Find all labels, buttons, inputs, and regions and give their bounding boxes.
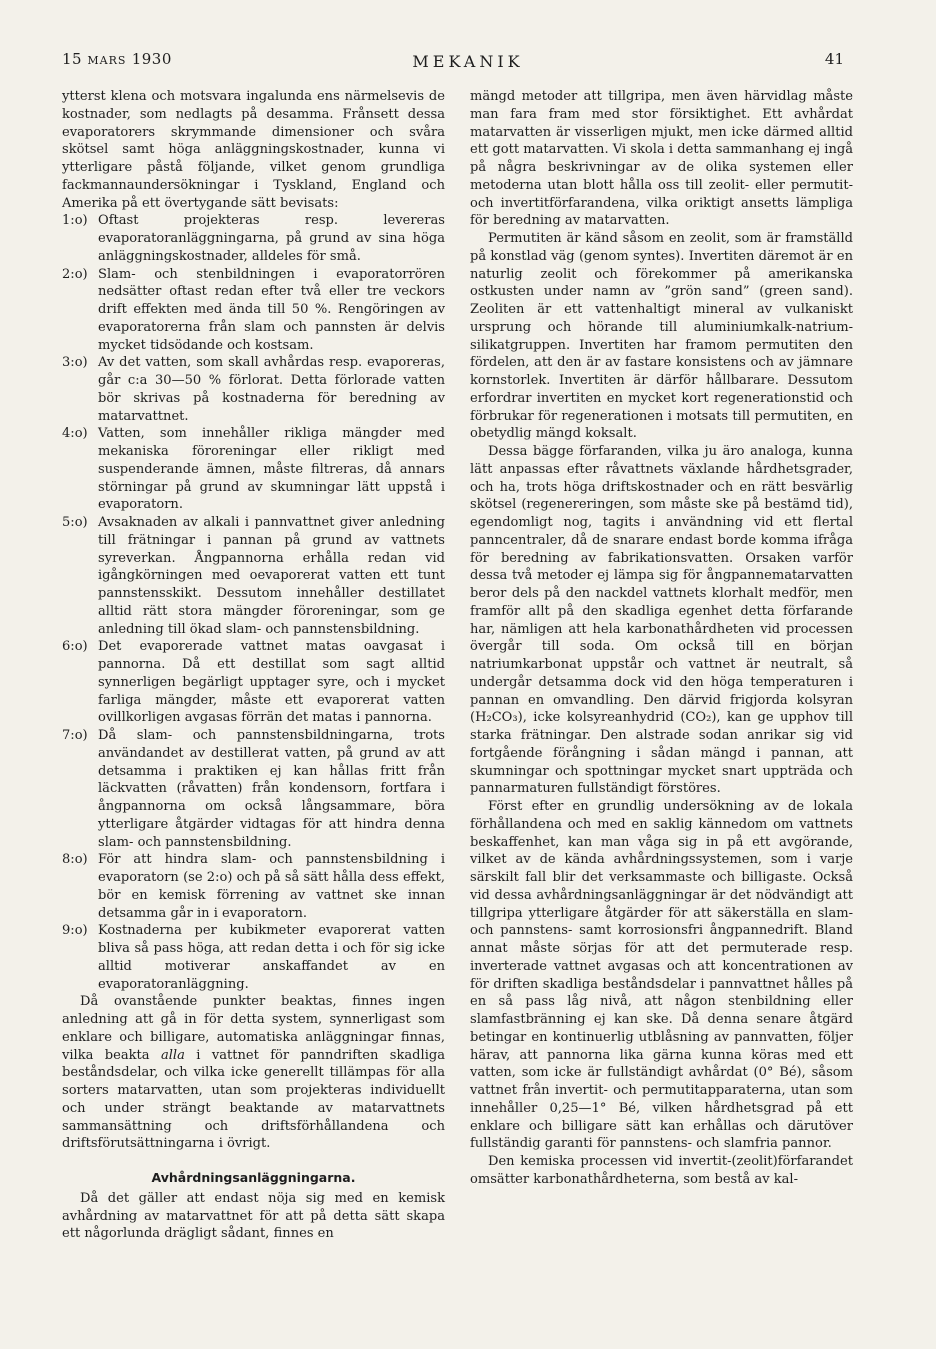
page-header — [0, 50, 936, 76]
list-number: 1:o) — [62, 213, 88, 229]
issue-year: 1930 — [131, 50, 172, 68]
issue-day: 15 — [62, 50, 83, 68]
chemical-process-paragraph: Den kemiska processen vid invertit-(zeolit)förfarandet omsätter karbonathårdheterna, som bestå av kal- — [470, 1154, 853, 1187]
list-item — [62, 354, 445, 425]
page-number: 41 — [824, 50, 844, 68]
list-number: 3:o) — [62, 355, 88, 371]
list-item — [62, 425, 445, 514]
list-number: 5:o) — [62, 515, 88, 530]
list-text: Det evaporerade vattnet matas oavgasat i pannorna. Då ett destillat som sagt alltid synnerligen begärligt upptager syre, och i mycket farliga mängder, måste ett evaporerat vatten ovillkorligen avgasas förrän det matas i pannorna. — [98, 639, 445, 726]
intro-paragraph: ytterst klena och motsvara ingalunda ens närmelsevis de kostnader, som nedlagts på desamma. Frånsett dessa evaporatorers skrymmande dimensioner och svåra skötsel samt höga anläggningskostnader, kunna vi ytterligare påstå följande, vilket genom grundliga fackmannaundersökningar i Tyskland, England och Amerika på ett övertygande sätt bevisats: — [62, 89, 445, 211]
methods-paragraph: Dessa bägge förfaranden, vilka ju äro analoga, kunna lätt anpassas efter råvattnets växlande hårdhetsgrader, och ha, trots höga driftskostnader och en rätt besvärlig skötsel (regenereringen, som måste ske på bestämd tid), egendomligt nog, tagits i användning vid ett flertal panncentraler, då de snarare endast borde komma ifråga för beredning av fabrikationsvatten. Orsaken varför dessa två metoder ej lämpa sig för ångpannematarvatten beror dels på den nackdel vattnets klorhalt medför, men framför allt på den skadliga egenhet detta förfarande har, nämligen att hela karbonathårdheten vid processen övergår till soda. Om också till en början natriumkarbonat uppstår och vattnet är neutralt, så undergår detsamma dock vid den höga temperaturen i pannan en omvandling. Den därvid frigjorda kolsyran (H₂CO₃), icke kolsyreanhydrid (CO₂), kan ge upphov till starka frätningar. Den alstrade sodan anrikar sig vid fortgående förångning i sådan mängd i pannan, att skumningar och spottningar mycket snart uppträda och pannarmaturen fullständigt förstöres. — [470, 444, 853, 797]
section-heading: Avhårdningsanläggningarna. — [151, 1170, 356, 1185]
list-item — [62, 266, 445, 355]
permutit-paragraph: Permutiten är känd såsom en zeolit, som är framställd på konstlad väg (genom syntes). Invertiten däremot är en naturlig zeolit och förekommer på amerikanska ostkusten under namn av ”grön sand” (green sand). Zeoliten är ett vattenhaltigt mineral av vulkaniskt ursprung och hörande till aluminiumkalk-natrium-silikatgruppen. Invertiten har framom permutiten den fördelen, att den är av fastare konsistens och av jämnare kornstorlek. Invertiten är därför hållbarare. Dessutom erfordrar invertiten en mycket kort regenerationstid och förbrukar för regenerationen i motsats till permutiten, en obetydlig mängd koksalt. — [470, 231, 853, 442]
list-number: 4:o) — [62, 426, 88, 442]
list-text: Av det vatten, som skall avhårdas resp. evaporeras, går c:a 30—50 % förlorat. Detta förlorade vatten bör skrivas på kostnaderna för beredning av matarvattnet. — [98, 355, 445, 424]
issue-month: MARS — [87, 54, 127, 67]
list-item — [62, 638, 445, 727]
list-text: Kostnaderna per kubikmeter evaporerat vatten bliva så pass höga, att redan detta i och för sig icke alltid motiverar anskaffandet av en evaporatoranläggning. — [98, 923, 445, 992]
list-text: För att hindra slam- och pannstensbildning i evaporatorn (se 2:o) och på så sätt hålla dess effekt, bör en kemisk förrening av vattnet ske innan detsamma går in i evaporatorn. — [98, 852, 445, 921]
list-item — [62, 922, 445, 993]
left-column — [62, 88, 445, 1243]
conclusion-text-a: Då ovanstående punkter beaktas, finnes ingen anledning att gå in för detta system, synnerligast som enklare och billigare, automatiska anläggningar finnas, vilka beakta — [62, 994, 445, 1063]
conclusion-text-b: i vattnet för panndriften skadliga beståndsdelar, och vilka icke generellt tillämpas för alla sorters matarvatten, utan som projekteras individuellt och under strängt beaktande av matarvattnets sammansättning och driftsförhållandena och driftsförutsättningarna i övrigt. — [62, 1047, 445, 1152]
list-number: 8:o) — [62, 852, 88, 868]
list-number: 6:o) — [62, 639, 88, 655]
list-number: 2:o) — [62, 266, 88, 282]
closing-paragraph: Då det gäller att endast nöja sig med en kemisk avhårdning av matarvattnet för att på detta sätt skapa ett någorlunda drägligt sådant, finnes en — [62, 1190, 445, 1242]
investigation-paragraph: Först efter en grundlig undersökning av de lokala förhållandena och med en saklig kännedom om vattnets beskaffenhet, kan man våga sig in på ett avgörande, vilket av de kända avhårdningssystemen, som i varje särskilt fall blir det verksammaste och billigaste. Också vid dessa avhårdningsanläggningar är det nödvändigt att tillgripa ytterligare åtgärder för att säkerställa en slam- och pannstens- samt korrosionsfri ångpannedrift. Bland annat måste sörjas för att det permuterade resp. inverterade vattnet avgasas och att koncentrationen av för driften skadliga beståndsdelar i pannvattnet hålles på en så pass låg nivå, att någon stenbildning eller slamfastbränning ej kan ske. Då denna senare åtgärd betingar en kontinuerlig utblåsning av pannvatten, följer härav, att pannorna lika gärna kunna köras med ett vatten, som icke är fullständigt avhårdat (0° Bé), såsom vattnet från invertit- och permutitapparaterna, utan som innehåller 0,25—1° Bé, vilken hårdhetsgrad på ett enklare och billigare sätt kan erhållas och därutöver fullständig garanti för pannstens- och slamfria pannor. — [470, 799, 853, 1152]
list-item — [62, 851, 445, 922]
conclusion-paragraph — [62, 993, 445, 1153]
list-text: Vatten, som innehåller rikliga mängder med mekaniska föroreningar eller rikligt med suspenderande ämnen, måste filtreras, då annars störningar på grund av skumningar lätt uppstå i evaporatorn. — [98, 426, 445, 513]
journal-title: MEKANIK — [412, 52, 524, 71]
list-item — [62, 514, 445, 638]
list-number: 9:o) — [62, 923, 88, 939]
list-text: Avsaknaden av alkali i pannvattnet giver anledning till frätningar i pannan på grund av vattnets syreverkan. Ångpannorna erhålla redan vid igångkörningen med oevaporerat vatten ett tunt pannstensskikt. Dessutom innehåller destillatet alltid rätt stora mängder föroreningar, som ge anledning till ökad slam- och pannstensbildning. — [98, 515, 445, 637]
list-text: Slam- och stenbildningen i evaporatorrören nedsätter oftast redan efter två eller tre veckors drift effekten med ända till 50 %. Rengöringen av evaporatorerna från slam och pannsten är delvis mycket tidsödande och kostsam. — [98, 266, 445, 353]
list-text: Då slam- och pannstensbildningarna, trots användandet av destillerat vatten, på grund av att detsamma i praktiken ej kan hållas fritt från läckvatten (råvatten) från kondensorn, fortfara i ångpannorna om också långsammare, böra ytterligare åtgärder vidtagas för att hindra denna slam- och pannstensbildning. — [98, 728, 445, 850]
list-item — [62, 212, 445, 265]
continuation-paragraph: mängd metoder att tillgripa, men även härvidlag måste man fara fram med stor försiktighet. Ett avhårdat matarvatten är visserligen mjukt, men icke därmed alltid ett gott matarvatten. Vi skola i detta sammanhang ej ingå på några beskrivningar av de olika systemen eller metoderna utan blott hålla oss till zeolit- eller permutit- och invertitförfarandena, vilka oriktigt ansetts lämpliga för beredning av matarvatten. — [470, 89, 853, 229]
right-column — [470, 88, 853, 1189]
list-number: 7:o) — [62, 728, 88, 743]
list-item — [62, 727, 445, 851]
emphasis-word: alla — [160, 1047, 185, 1063]
list-text: Oftast projekteras resp. levereras evaporatoranläggningarna, på grund av sina höga anläggningskostnader, alldeles för små. — [98, 213, 445, 264]
